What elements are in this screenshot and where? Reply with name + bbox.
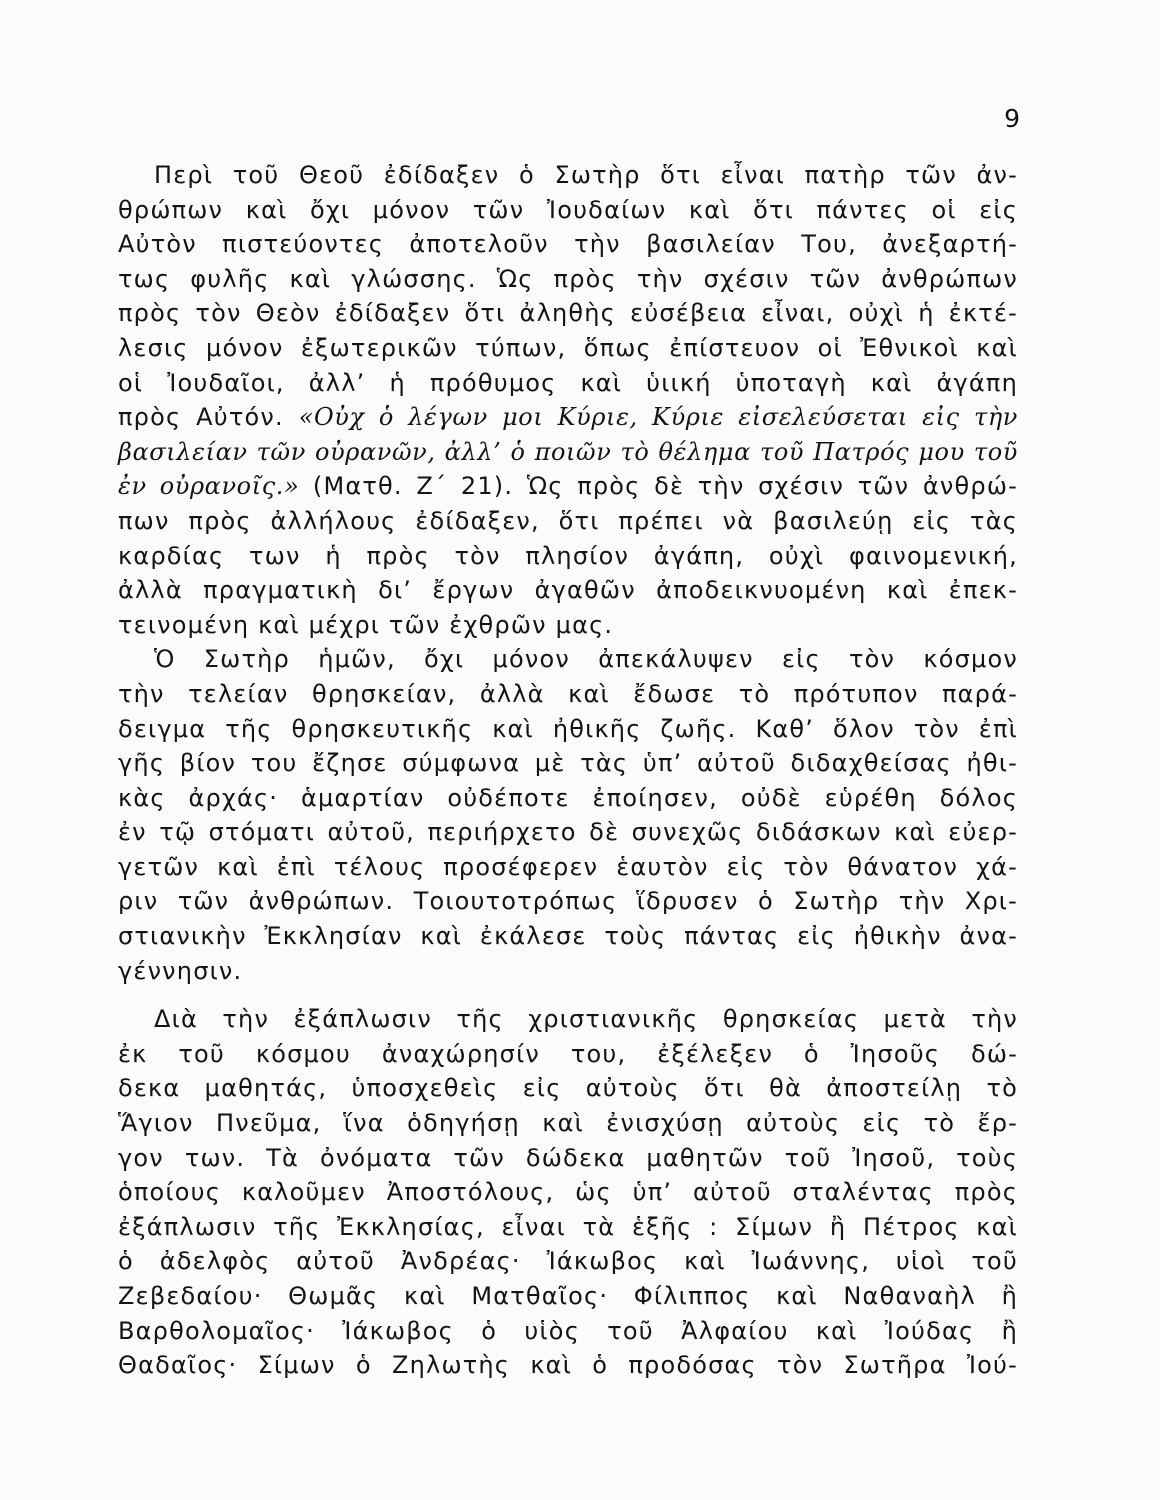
text-line: Θαδαῖος· Σίμων ὁ Ζηλωτὴς καὶ ὁ προδόσας τὸν Σωτῆρα Ἰού- (118, 1351, 1018, 1380)
text-line: καρδίας των ἡ πρὸς τὸν πλησίον ἀγάπη, οὐχὶ φαινομενική, (118, 541, 1018, 570)
text-line: δεκα μαθητάς, ὑποσχεθεὶς εἰς αὐτοὺς ὅτι θὰ ἀποστείλῃ τὸ (118, 1074, 1018, 1103)
text-line: Βαρθολομαῖος· Ἰάκωβος ὁ υἱὸς τοῦ Ἀλφαίου καὶ Ἰούδας ἢ (118, 1316, 1018, 1345)
text-line: Περὶ τοῦ Θεοῦ ἐδίδαξεν ὁ Σωτὴρ ὅτι εἶναι πατὴρ τῶν ἀν- (154, 161, 1018, 189)
text-line: ὁποίους καλοῦμεν Ἀποστόλους, ὡς ὑπ’ αὐτοῦ σταλέντας πρὸς (118, 1178, 1018, 1207)
text-line: Ζεβεδαίου· Θωμᾶς καὶ Ματθαῖος· Φίλιππος καὶ Ναθαναὴλ ἢ (118, 1282, 1018, 1310)
text-line: τεινομένη καὶ μέχρι τῶν ἐχθρῶν μας. (118, 610, 614, 639)
text-line-with-quote (118, 469, 1018, 504)
paragraph-3 (118, 1002, 1018, 1383)
text-line: ὁ ἀδελφὸς αὐτοῦ Ἀνδρέας· Ἰάκωβος καὶ Ἰωάννης, υἱοὶ τοῦ (118, 1247, 1018, 1276)
document-body (118, 158, 1018, 1383)
text-line: πρὸς τὸν Θεὸν ἐδίδαξεν ὅτι ἀληθὴς εὐσέβεια εἶναι, οὐχὶ ἡ ἐκτέ- (118, 299, 1018, 328)
text-span: πρὸς Αὐτόν. (118, 403, 299, 432)
text-line: τὴν τελείαν θρησκείαν, ἀλλὰ καὶ ἔδωσε τὸ πρότυπον παρά- (118, 679, 1018, 708)
paragraph-2 (118, 642, 1018, 988)
text-line: ριν τῶν ἀνθρώπων. Τοιουτοτρόπως ἵδρυσεν ὁ Σωτὴρ τὴν Χρι- (118, 887, 1018, 916)
text-line: ἐν τῷ στόματι αὐτοῦ, περιήρχετο δὲ συνεχῶς διδάσκων καὶ εὐερ- (118, 818, 1018, 847)
text-line: γέννησιν. (118, 956, 243, 985)
text-line: Αὐτὸν πιστεύοντες ἀποτελοῦν τὴν βασιλείαν Του, ἀνεξαρτή- (118, 230, 1018, 259)
text-line: γετῶν καὶ ἐπὶ τέλους προσέφερεν ἑαυτὸν εἰς τὸν θάνατον χά- (118, 852, 1018, 881)
text-line: λεσις μόνον ἐξωτερικῶν τύπων, ὅπως ἐπίστευον οἱ Ἐθνικοὶ καὶ (118, 333, 1018, 362)
text-line: τως φυλῆς καὶ γλώσσης. Ὡς πρὸς τὴν σχέσιν τῶν ἀνθρώπων (118, 264, 1018, 293)
text-line: γον των. Τὰ ὀνόματα τῶν δώδεκα μαθητῶν τοῦ Ἰησοῦ, τοὺς (118, 1143, 1018, 1172)
text-line: ἐκ τοῦ κόσμου ἀναχώρησίν του, ἐξέλεξεν ὁ Ἰησοῦς δώ- (118, 1039, 1018, 1068)
paragraph-1 (118, 158, 1018, 642)
text-line: οἱ Ἰουδαῖοι, ἀλλ’ ἡ πρόθυμος καὶ ὑιική ὑποταγὴ καὶ ἀγάπη (118, 368, 1018, 397)
text-line: Ἅγιον Πνεῦμα, ἵνα ὁδηγήσῃ καὶ ἐνισχύσῃ αὐτοὺς εἰς τὸ ἔρ- (118, 1109, 1018, 1138)
text-line: Διὰ τὴν ἐξάπλωσιν τῆς χριστιανικῆς θρησκείας μετὰ τὴν (154, 1005, 1018, 1034)
text-line: κὰς ἀρχάς· ἁμαρτίαν οὐδέποτε ἐποίησεν, οὐδὲ εὑρέθη δόλος (118, 783, 1018, 812)
text-line-with-quote (118, 435, 1018, 470)
scripture-quote: ἐν οὐρανοῖς.» (118, 472, 300, 501)
text-line-with-quote (118, 400, 1018, 435)
text-line: δειγμα τῆς θρησκευτικῆς καὶ ἠθικῆς ζωῆς. Καθ’ ὅλον τὸν ἐπὶ (118, 714, 1018, 743)
text-span: (Ματθ. Ζ΄ 21). Ὡς πρὸς δὲ τὴν σχέσιν τῶν ἀνθρώ- (299, 472, 1018, 501)
scripture-quote: βασιλείαν τῶν οὐρανῶν, ἀλλ’ ὁ ποιῶν τὸ θέλημα τοῦ Πατρός μου τοῦ (118, 437, 1018, 466)
text-line: θρώπων καὶ ὄχι μόνον τῶν Ἰουδαίων καὶ ὅτι πάντες οἱ εἰς (118, 195, 1018, 224)
text-line: Ὁ Σωτὴρ ἡμῶν, ὄχι μόνον ἀπεκάλυψεν εἰς τὸν κόσμον (154, 645, 1018, 674)
scripture-quote: «Οὐχ ὁ λέγων μοι Κύριε, Κύριε εἰσελεύσεται εἰς τὴν (298, 403, 1018, 432)
text-line: ἐξάπλωσιν τῆς Ἐκκλησίας, εἶναι τὰ ἑξῆς : Σίμων ἢ Πέτρος καὶ (118, 1212, 1018, 1241)
text-line: γῆς βίον του ἔζησε σύμφωνα μὲ τὰς ὑπ’ αὐτοῦ διδαχθείσας ἠθι- (118, 749, 1018, 778)
text-line: ἀλλὰ πραγματικὴ δι’ ἔργων ἀγαθῶν ἀποδεικνυομένη καὶ ἐπεκ- (118, 576, 1018, 605)
page-number: 9 (1004, 104, 1020, 133)
text-line: πων πρὸς ἀλλήλους ἐδίδαξεν, ὅτι πρέπει νὰ βασιλεύῃ εἰς τὰς (118, 506, 1018, 535)
text-line: στιανικὴν Ἐκκλησίαν καὶ ἐκάλεσε τοὺς πάντας εἰς ἠθικὴν ἀνα- (118, 922, 1018, 951)
